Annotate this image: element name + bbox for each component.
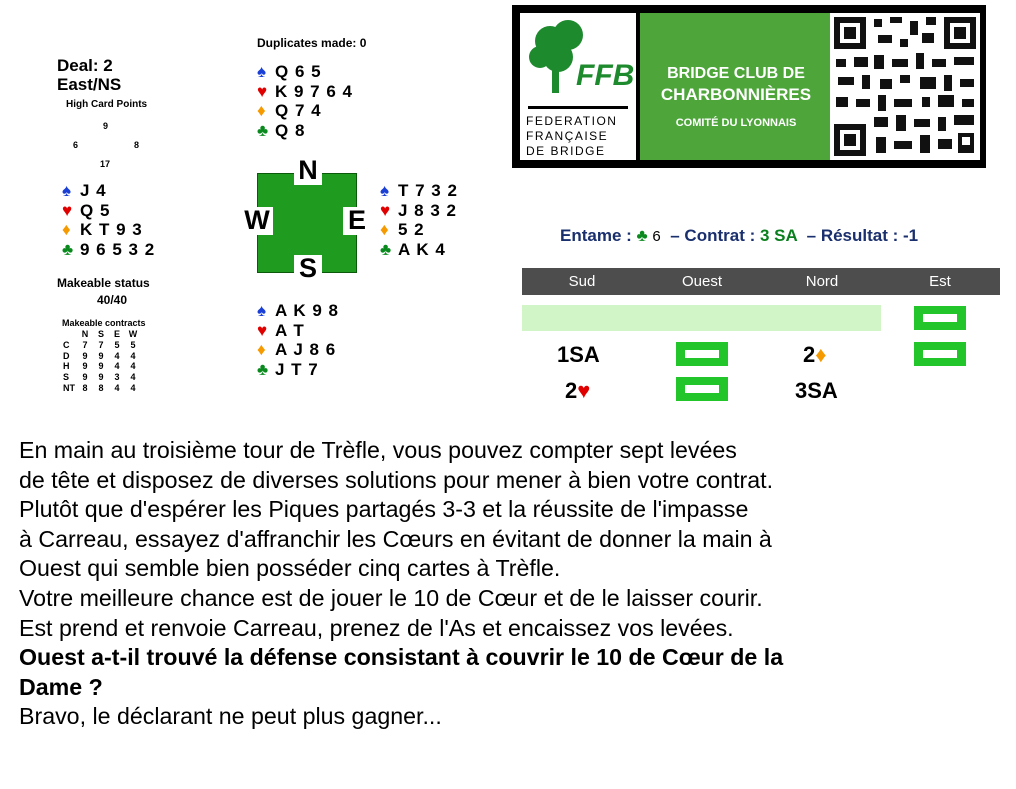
spade-icon: ♠ — [380, 181, 391, 200]
diamond-icon: ♦ — [380, 220, 390, 239]
makeable-status-value: 40/40 — [97, 293, 128, 307]
table-cell: 4 — [130, 382, 136, 393]
table-cell: 5 — [114, 340, 120, 351]
heart-icon: ♥ — [380, 200, 392, 220]
diamond-icon: ♦ — [257, 101, 267, 120]
pass-card — [914, 306, 966, 330]
makeable-status-label: Makeable status — [57, 276, 150, 290]
north-spades: Q 6 5 — [275, 62, 322, 81]
table-cell: 9 — [98, 361, 104, 372]
table-row — [63, 350, 141, 361]
club-banner — [512, 5, 986, 168]
dash: – — [806, 226, 817, 245]
club-icon: ♣ — [636, 226, 648, 245]
compass-west: W — [241, 207, 273, 235]
ffb-line1: FEDERATION — [526, 114, 618, 128]
strain-label: NT — [63, 382, 75, 393]
commentary-line: à Carreau, essayez d'affranchir les Cœurs en évitant de donner la main à — [19, 525, 772, 552]
pass-card — [676, 342, 728, 366]
commentary-line: Est prend et renvoie Carreau, prenez de l'As et encaissez vos levées. — [19, 614, 734, 641]
ffb-abbr: FFB — [576, 59, 635, 92]
club-icon: ♣ — [62, 239, 75, 259]
table-cell: 4 — [114, 382, 120, 393]
makeable-col-header: S — [97, 329, 104, 340]
west-hearts: Q 5 — [80, 200, 111, 220]
diamond-icon: ♦ — [257, 340, 267, 359]
table-cell: 4 — [130, 350, 136, 361]
bid-3sa: 3SA — [795, 378, 838, 403]
south-diamonds: A J 8 6 — [275, 340, 337, 359]
table-cell: 8 — [82, 382, 88, 393]
auction-empty-cells — [522, 305, 881, 331]
bid-1sa: 1SA — [557, 342, 600, 367]
east-hearts: J 8 3 2 — [398, 200, 457, 220]
strain-label: D — [63, 350, 70, 361]
pass-card — [914, 342, 966, 366]
club-name-line1: BRIDGE CLUB DE — [667, 65, 805, 82]
makeable-col-header: W — [128, 329, 138, 340]
result-value: -1 — [903, 226, 919, 245]
table-row — [63, 340, 141, 351]
club-icon: ♣ — [380, 239, 393, 259]
table-cell: 3 — [114, 372, 120, 383]
qr-code-icon — [830, 13, 980, 160]
club-icon: ♣ — [257, 359, 270, 379]
compass-south: S — [294, 255, 322, 283]
spade-icon: ♠ — [257, 62, 268, 81]
spade-icon: ♠ — [62, 181, 73, 200]
commentary-line: En main au troisième tour de Trèfle, vous pouvez compter sept levées — [19, 437, 737, 463]
east-spades: T 7 3 2 — [398, 181, 458, 200]
commentary-line: de tête et disposez de diverses solutions pour mener à bien votre contrat. — [19, 466, 774, 493]
makeable-header-row — [63, 329, 141, 340]
table-cell: 9 — [82, 361, 88, 372]
makeable-contracts-label: Makeable contracts — [62, 318, 146, 328]
ffb-line2: FRANÇAISE — [526, 129, 609, 143]
commentary-line: Votre meilleure chance est de jouer le 10 de Cœur et de le laisser courir. — [19, 584, 763, 611]
table-cell: 9 — [98, 372, 104, 383]
south-spades: A K 9 8 — [275, 301, 340, 320]
bid-2-diamond — [803, 342, 826, 368]
makeable-col-header: E — [113, 329, 120, 340]
hand-east — [380, 181, 458, 259]
table-cell: 4 — [130, 361, 136, 372]
heart-icon: ♥ — [62, 200, 74, 220]
heart-icon: ♥ — [577, 378, 591, 403]
hand-north — [257, 62, 353, 140]
table-cell: 9 — [82, 350, 88, 361]
table-cell: 7 — [82, 340, 88, 351]
lead-value: 6 — [652, 228, 661, 245]
table-row — [63, 372, 141, 383]
west-clubs: 9 6 5 3 2 — [80, 239, 156, 259]
auction-col-west: Ouest — [681, 273, 723, 290]
deal-info — [57, 56, 121, 94]
makeable-col-header: N — [81, 329, 89, 340]
hcp-west: 6 — [73, 140, 79, 150]
table-cell: 7 — [98, 340, 104, 351]
hcp-east: 8 — [134, 140, 140, 150]
table-cell: 5 — [130, 340, 136, 351]
north-diamonds: Q 7 4 — [275, 101, 322, 120]
club-committee: COMITÉ DU LYONNAIS — [675, 117, 797, 129]
auction-header — [522, 268, 1000, 295]
strain-label: C — [63, 340, 70, 351]
table-cell: 9 — [82, 372, 88, 383]
west-diamonds: K T 9 3 — [80, 220, 143, 239]
deal-number: Deal: 2 — [57, 56, 113, 75]
club-name-line2: CHARBONNIÈRES — [660, 85, 812, 104]
north-hearts: K 9 7 6 4 — [275, 81, 353, 101]
lead-label: Entame : — [560, 226, 632, 245]
strain-label: S — [63, 372, 70, 383]
north-clubs: Q 8 — [275, 120, 306, 140]
table-row — [63, 382, 141, 393]
east-diamonds: 5 2 — [398, 220, 425, 239]
ffb-logo — [520, 13, 636, 160]
bid-level: 2 — [565, 378, 578, 403]
hand-south — [257, 301, 339, 379]
commentary-line: Bravo, le déclarant ne peut plus gagner... — [19, 703, 442, 730]
bid-2-heart — [565, 378, 590, 404]
compass-north: N — [294, 157, 322, 185]
table-cell: 9 — [98, 350, 104, 361]
duplicates-count: Duplicates made: 0 — [257, 36, 367, 50]
result-label: Résultat : — [820, 226, 899, 245]
heart-icon: ♥ — [257, 81, 269, 101]
contract-label: Contrat : — [684, 226, 756, 245]
commentary-question: Dame ? — [19, 673, 103, 700]
compass-east: E — [343, 207, 371, 235]
commentary-line: Plutôt que d'espérer les Piques partagés 3-3 et la réussite de l'impasse — [19, 496, 749, 523]
deal-vulnerability: East/NS — [57, 75, 122, 94]
table-cell: 4 — [130, 372, 136, 383]
deal-summary — [560, 226, 918, 246]
east-clubs: A K 4 — [398, 239, 446, 259]
commentary-line: Ouest qui semble bien posséder cinq cartes à Trèfle. — [19, 555, 561, 582]
diamond-icon: ♦ — [62, 220, 72, 239]
hcp-south: 17 — [100, 159, 111, 169]
auction-col-east: Est — [929, 273, 951, 290]
diamond-icon: ♦ — [815, 342, 827, 367]
dash: – — [670, 226, 680, 245]
commentary-question: Ouest a-t-il trouvé la défense consistant à couvrir le 10 de Cœur de la — [19, 644, 784, 671]
auction-col-north: Nord — [805, 273, 839, 290]
auction-col-south: Sud — [568, 273, 596, 290]
heart-icon: ♥ — [257, 320, 269, 340]
commentary — [19, 436, 1014, 732]
strain-label: H — [63, 361, 70, 372]
pass-card — [676, 377, 728, 401]
contract-value: 3 SA — [759, 226, 798, 245]
table-cell: 4 — [114, 350, 120, 361]
club-logo — [640, 13, 830, 160]
spade-icon: ♠ — [257, 301, 268, 320]
club-icon: ♣ — [257, 120, 270, 140]
hcp-label: High Card Points — [66, 99, 148, 110]
hcp-north: 9 — [103, 121, 109, 131]
hand-west — [62, 181, 155, 259]
table-cell: 8 — [98, 382, 104, 393]
table-row — [63, 361, 141, 372]
table-cell: 4 — [114, 361, 120, 372]
bid-level: 2 — [803, 342, 816, 367]
west-spades: J 4 — [80, 181, 107, 200]
south-clubs: J T 7 — [275, 359, 319, 379]
makeable-table — [63, 329, 141, 393]
ffb-line3: DE BRIDGE — [526, 144, 606, 158]
south-hearts: A T — [275, 320, 305, 340]
